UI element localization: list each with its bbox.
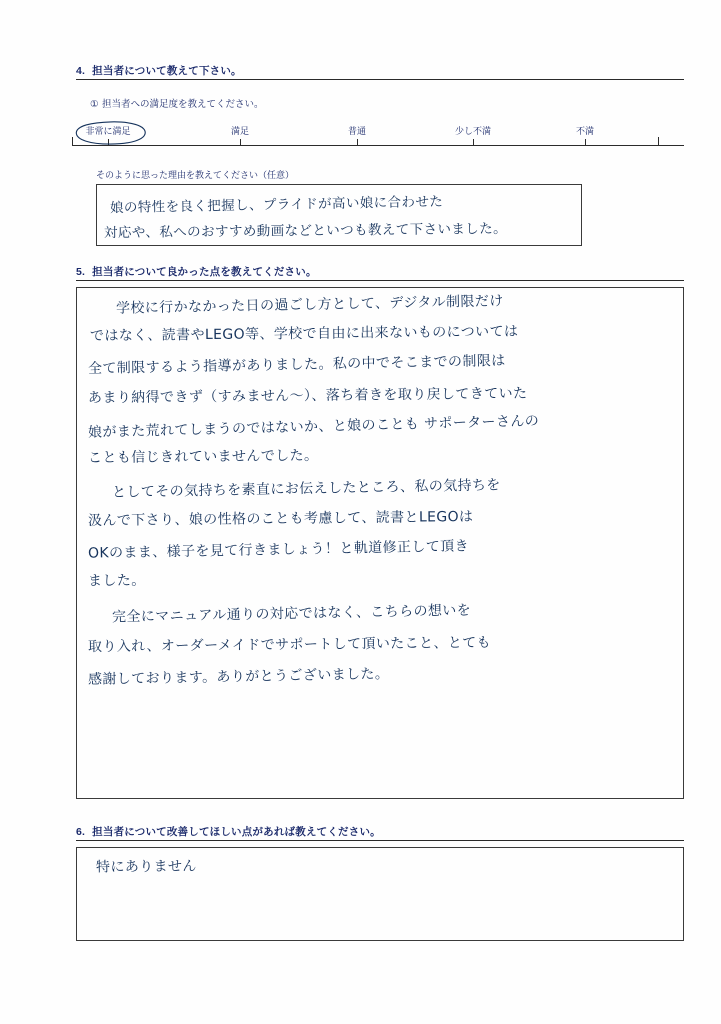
scale-tick-start	[72, 137, 73, 146]
section-5-line-8: 汲んで下さり、娘の性格のことも考慮して、読書とLEGOは	[87, 508, 474, 530]
section-5-line-7: としてその気持ちを素直にお伝えしたところ、私の気持ちを	[111, 477, 501, 501]
section-6-heading	[76, 824, 381, 839]
scale-tick-end	[658, 137, 659, 146]
section-6-rule	[76, 840, 684, 841]
section-5-line-13: 感謝しております。ありがとうございました。	[87, 666, 390, 688]
scale-label-row	[72, 124, 684, 138]
reason-answer-line-1: 娘の特性を良く把握し、プライドが高い娘に合わせた	[109, 193, 444, 217]
reason-answer-line-2: 対応や、私へのおすすめ動画などといつも教えて下さいました。	[103, 220, 508, 242]
section-5-line-11: 完全にマニュアル通りの対応ではなく、こちらの想いを	[111, 602, 472, 626]
section-4-title: 担当者について教えて下さい。	[92, 65, 242, 77]
section-5-line-12: 取り入れ、オーダーメイドでサポートして頂いたこと、とても	[87, 634, 492, 656]
section-5-line-2: ではなく、読書やLEGO等、学校で自由に出来ないものについては	[89, 323, 519, 345]
section-5-title: 担当者について良かった点を教えてください。	[92, 266, 317, 278]
scale-option-slightly-dissatisfied[interactable]: 少し不満	[454, 126, 492, 136]
subquestion-marker: ①	[90, 99, 99, 110]
subquestion-text: 担当者への満足度を教えてください。	[102, 99, 264, 110]
scale-tick-3	[357, 139, 358, 146]
section-5-answer-box[interactable]	[76, 287, 684, 799]
scale-tick-1	[108, 139, 109, 146]
section-5-line-9: OKのまま、様子を見て行きましょう！と軌道修正して頂き	[87, 538, 470, 562]
reason-prompt: そのように思った理由を教えてください（任意）	[96, 170, 295, 180]
scale-option-very-satisfied[interactable]: 非常に満足	[85, 126, 131, 136]
section-4-subquestion	[90, 96, 264, 110]
section-5-line-3: 全て制限するよう指導がありました。私の中でそこまでの制限は	[87, 352, 506, 378]
scale-option-neutral[interactable]: 普通	[347, 126, 367, 136]
section-5-number: 5.	[76, 266, 86, 278]
section-4-number: 4.	[76, 65, 86, 77]
section-5-line-1: 学校に行かなかった日の過ごし方として、デジタル制限だけ	[115, 293, 504, 317]
section-5-rule	[76, 280, 684, 281]
section-5-line-5: 娘がまた荒れてしまうのではないか、と娘のことも サポーターさんの	[87, 413, 540, 441]
section-4-rule	[76, 79, 684, 80]
section-5-line-4: あまり納得できず（すみません～）、落ち着きを取り戻してきていた	[87, 385, 528, 407]
section-6-number: 6.	[76, 826, 86, 838]
section-5-line-10: ました。	[87, 572, 146, 590]
scale-tick-5	[585, 139, 586, 146]
scale-tick-4	[473, 139, 474, 146]
scale-axis-line	[72, 145, 684, 146]
section-6-title: 担当者について改善してほしい点があれば教えてください。	[92, 826, 381, 838]
scale-tick-2	[240, 139, 241, 146]
scale-option-satisfied[interactable]: 満足	[230, 126, 250, 136]
section-6-line-1: 特にありません	[95, 858, 197, 876]
reason-answer-box[interactable]	[96, 184, 582, 246]
section-5-heading	[76, 264, 317, 279]
scale-option-dissatisfied[interactable]: 不満	[575, 126, 595, 136]
section-4-heading	[76, 63, 242, 78]
satisfaction-scale[interactable]	[72, 124, 684, 160]
section-6-answer-box[interactable]	[76, 847, 684, 941]
section-5-line-6: ことも信じきれていませんでした。	[87, 447, 319, 467]
